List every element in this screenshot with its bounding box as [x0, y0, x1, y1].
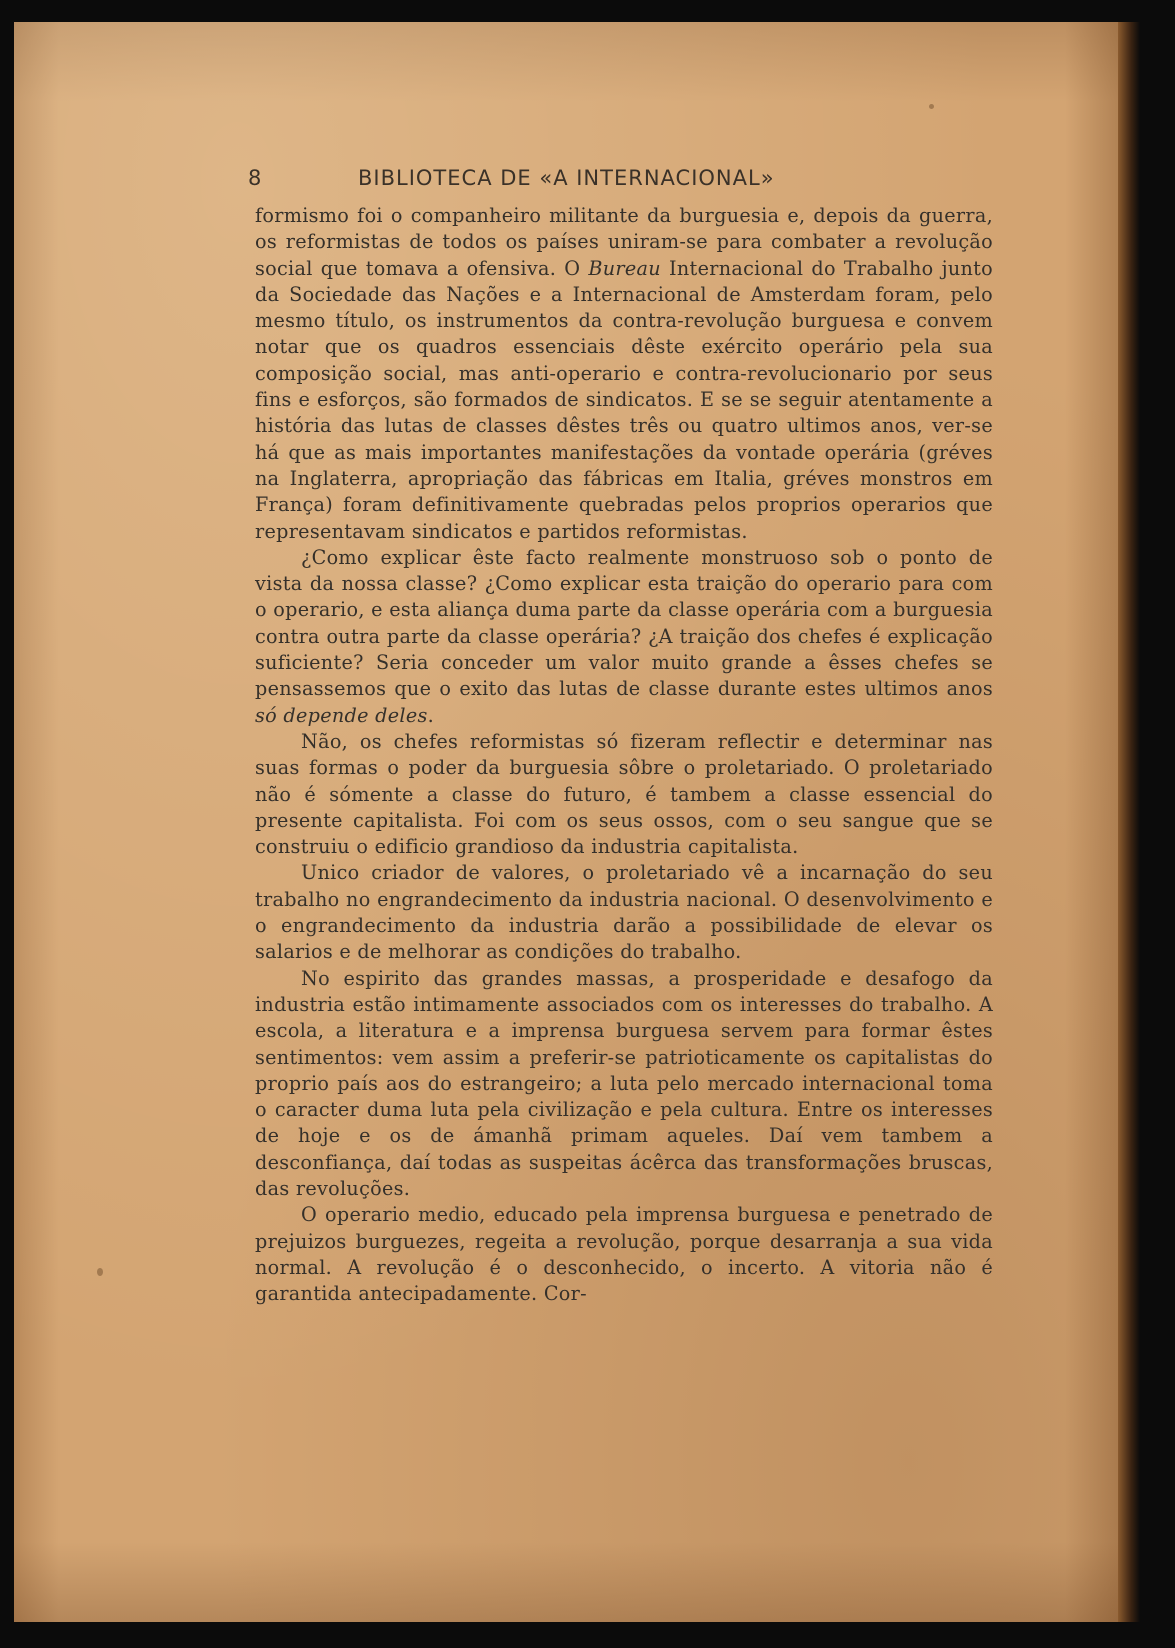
body-text — [255, 203, 993, 1307]
paragraph-6 — [255, 1202, 993, 1307]
paragraph-2-text-a: ¿Como explicar êste facto realmente monstruoso sob o ponto de vista da nossa classe? ¿Como explicar esta traição do operario para com o operario, e esta aliança duma parte da classe operária com a burguesia contra outra parte da classe operária? ¿A traição dos chefes é explicação suficiente? Seria conceder um valor muito grande a êsses chefes se pensassemos que o exito das lutas de classe durante estes ultimos anos — [255, 545, 993, 701]
paragraph-5 — [255, 966, 993, 1203]
paragraph-2 — [255, 545, 993, 729]
page-number: 8 — [248, 166, 263, 190]
paper-spot — [929, 104, 934, 109]
paragraph-2-text-b: . — [427, 703, 435, 727]
paragraph-1 — [255, 203, 993, 545]
running-head: BIBLIOTECA DE «A INTERNACIONAL» — [358, 166, 775, 190]
paragraph-1-emphasis: Bureau — [588, 256, 661, 280]
paragraph-2-emphasis: só depende deles — [255, 703, 428, 727]
paper-spot — [97, 1268, 103, 1276]
paragraph-4-text: Unico criador de valores, o proletariado vê a incarnação do seu trabalho no engrandecimento da industria nacional. O desenvolvimento e o engrandecimento da industria darão a possibilidade de elevar os salarios e de melhorar as condições do trabalho. — [255, 861, 993, 964]
paragraph-3-text: Não, os chefes reformistas só fizeram reflectir e determinar nas suas formas o poder da burguesia sôbre o proletariado. O proletariado não é sómente a classe do futuro, é tambem a classe essencial do presente capitalista. Foi com os seus ossos, com o seu sangue que se construiu o edificio grandioso da industria capitalista. — [255, 729, 993, 859]
paragraph-3 — [255, 729, 993, 860]
paragraph-1-text-b: Internacional do Trabalho junto da Sociedade das Nações e a Internacional de Amsterdam foram, pelo mesmo título, os instrumentos da contra-revolução burguesa e convem notar que os quadros essenciais dêste exército operário pela sua composição social, mas anti-operario e contra-revolucionario por seus fins e esforços, são formados de sindicatos. E se se seguir atentamente a história das lutas de classes dêstes três ou quatro ultimos anos, ver-se há que as mais importantes manifestações da vontade operária (gréves na Inglaterra, apropriação das fábricas em Italia, gréves monstros em França) foram definitivamente quebradas pelos proprios operarios que representavam sindicatos e partidos reformistas. — [255, 256, 993, 543]
paragraph-6-text: O operario medio, educado pela imprensa burguesa e penetrado de prejuizos burguezes, regeita a revolução, porque desarranja a sua vida normal. A revolução é o desconhecido, o incerto. A vitoria não é garantida antecipadamente. Cor- — [255, 1203, 993, 1306]
paragraph-4 — [255, 860, 993, 965]
paragraph-5-text: No espirito das grandes massas, a prosperidade e desafogo da industria estão intimamente associados com os interesses do trabalho. A escola, a literatura e a imprensa burguesa servem para formar êstes sentimentos: vem assim a preferir-se patrioticamente os capitalistas do proprio país aos do estrangeiro; a luta pelo mercado internacional toma o caracter duma luta pela civilização e pela cultura. Entre os interesses de hoje e os de ámanhã primam aqueles. Daí vem tambem a desconfiança, daí todas as suspeitas ácêrca das transformações bruscas, das revoluções. — [255, 966, 993, 1200]
page-edge-shadow — [1118, 22, 1140, 1622]
page-header — [0, 166, 1175, 196]
paragraph-1-text-a: formismo foi o companheiro militante da burguesia e, depois da guerra, os reformistas de todos os países uniram-se para combater a revolução social que tomava a ofensiva. O — [255, 204, 993, 280]
